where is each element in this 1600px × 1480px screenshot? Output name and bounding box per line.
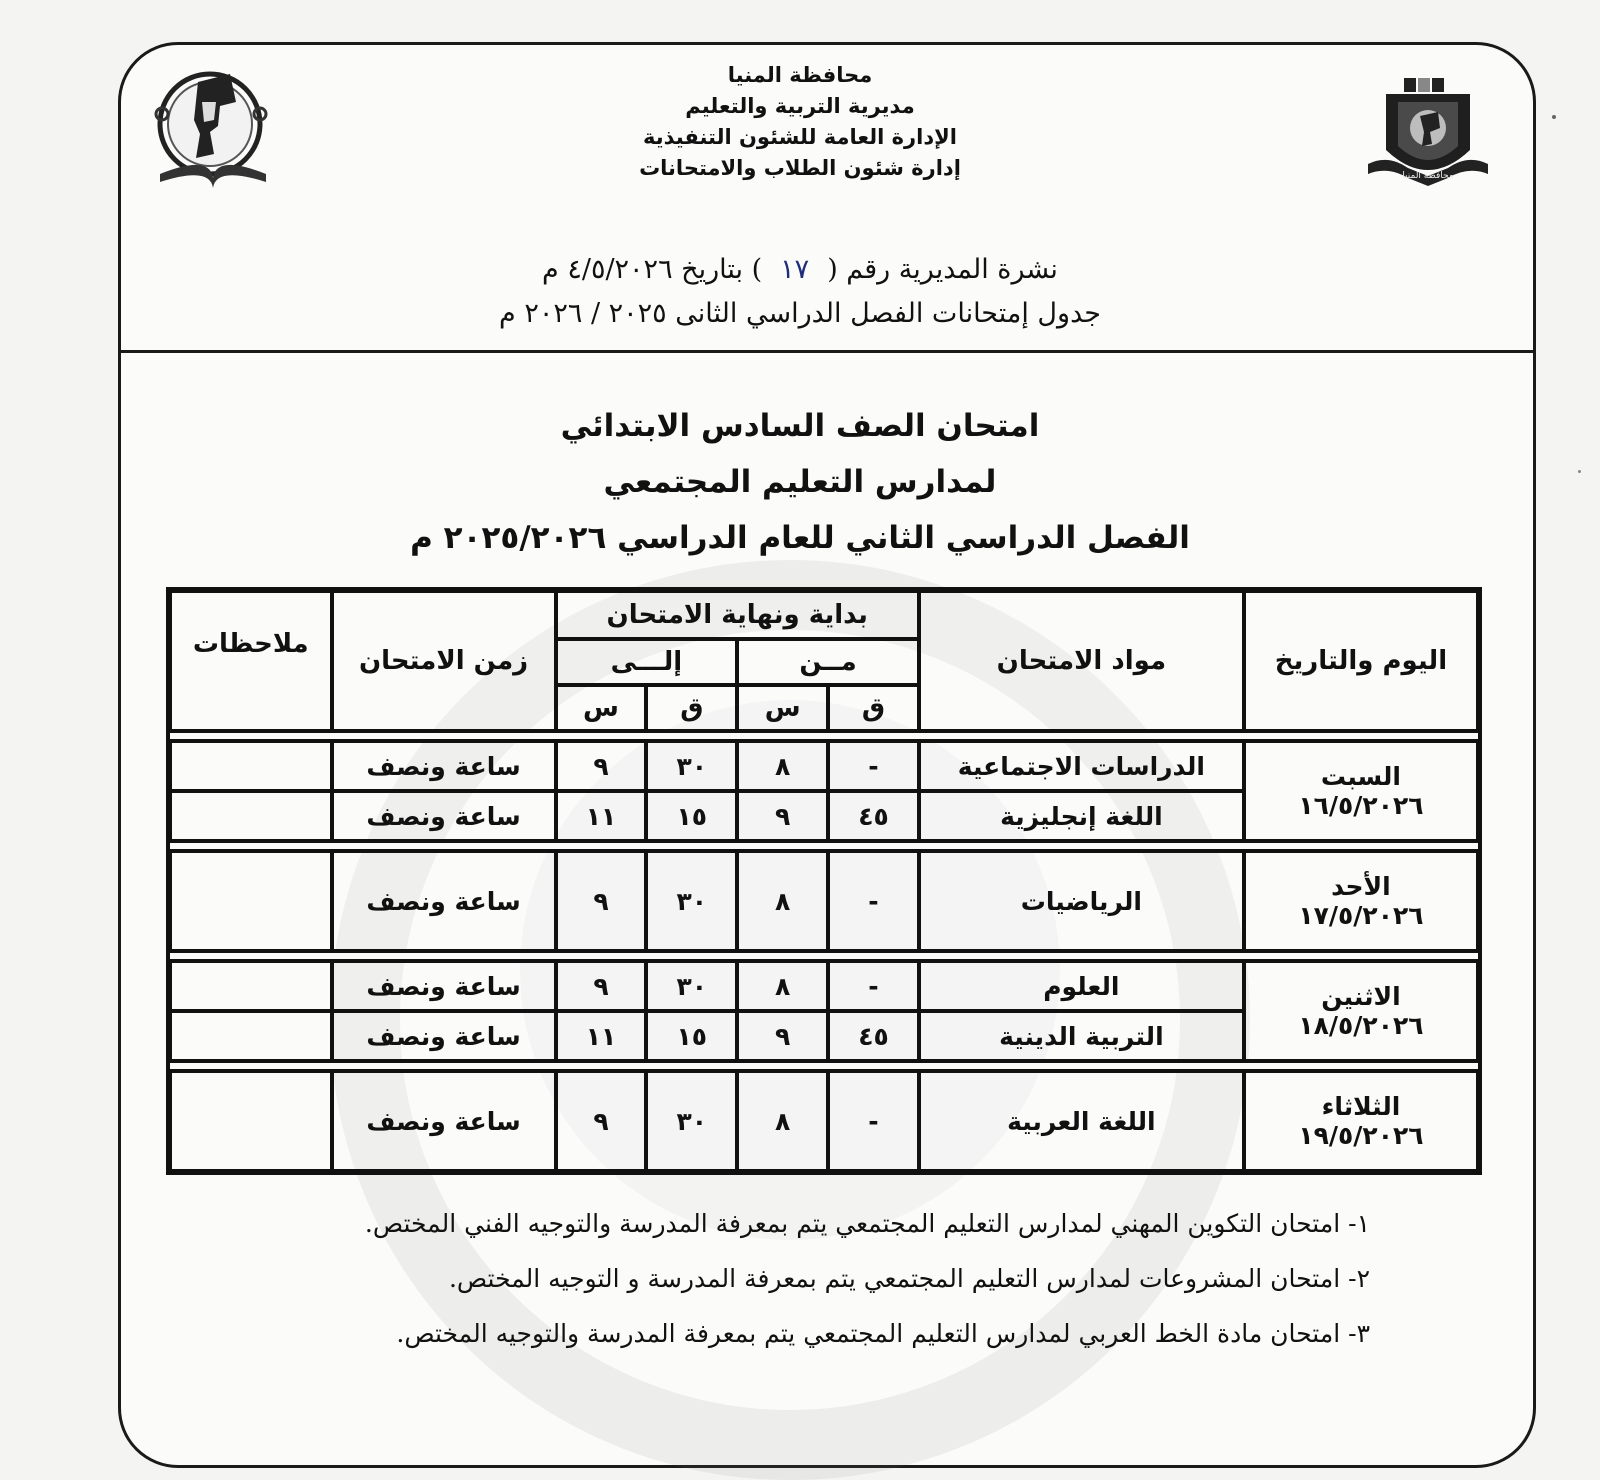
duration-cell: ساعة ونصف [332,851,556,951]
header-from-minutes: ق [828,685,919,731]
to-hours-cell: ٩ [556,851,647,951]
to-hours-cell: ٩ [556,741,647,791]
governorate-name: محافظة المنيا [727,63,873,87]
duration-cell: ساعة ونصف [332,1071,556,1171]
from-minutes-cell: - [828,961,919,1011]
table-row [170,741,1478,791]
exam-title-block [300,398,1300,566]
notes-cell [170,741,332,791]
subject-cell: اللغة إنجليزية [919,791,1244,841]
to-minutes-cell: ٣٠ [646,961,737,1011]
note-item: ٢- امتحان المشروعات لمدارس التعليم المجتمعي يتم بمعرفة المدرسة و التوجيه المختص. [448,1264,1370,1293]
from-hours-cell: ٩ [737,791,828,841]
subject-cell: الرياضيات [919,851,1244,951]
notes-cell [170,791,332,841]
to-minutes-cell: ١٥ [646,791,737,841]
exam-date: ١٧/٥/٢٠٢٦ [1298,901,1424,930]
exam-title-schools: لمدارس التعليم المجتمعي [603,464,997,500]
from-minutes-cell: - [828,851,919,951]
to-hours-cell: ٩ [556,961,647,1011]
header-divider [118,350,1536,353]
from-minutes-cell: - [828,1071,919,1171]
notes-cell [170,1071,332,1171]
day-name: الاثنين [1321,982,1401,1011]
subject-cell: الدراسات الاجتماعية [919,741,1244,791]
day-name: الأحد [1331,872,1391,901]
subject-cell: التربية الدينية [919,1011,1244,1061]
notes-list [200,1196,1370,1361]
exam-date: ١٩/٥/٢٠٢٦ [1298,1121,1424,1150]
day-date-cell [1244,741,1478,841]
table-row [170,961,1478,1011]
department-name: إدارة شئون الطلاب والامتحانات [639,156,961,180]
directorate-name: مديرية التربية والتعليم [685,94,915,118]
to-hours-cell: ١١ [556,1011,647,1061]
scan-speck [1552,115,1556,119]
table-row [170,851,1478,951]
bulletin-block [380,248,1220,336]
table-row [170,1071,1478,1171]
header-from: مــن [737,639,919,685]
exam-date: ١٦/٥/٢٠٢٦ [1298,791,1424,820]
header-subjects: مواد الامتحان [919,591,1244,731]
from-hours-cell: ٨ [737,741,828,791]
header-to-minutes: ق [646,685,737,731]
to-hours-cell: ٩ [556,1071,647,1171]
subject-cell: اللغة العربية [919,1071,1244,1171]
organization-header [500,60,1100,184]
duration-cell: ساعة ونصف [332,791,556,841]
to-minutes-cell: ٣٠ [646,1071,737,1171]
bulletin-prefix: نشرة المديرية رقم ( [827,254,1058,285]
to-minutes-cell: ٣٠ [646,741,737,791]
exam-schedule-table [166,587,1482,1175]
notes-cell [170,851,332,951]
scan-speck [1578,470,1581,473]
from-hours-cell: ٨ [737,851,828,951]
header-notes: ملاحظات [170,591,332,731]
to-minutes-cell: ١٥ [646,1011,737,1061]
header-start-end: بداية ونهاية الامتحان [556,591,919,639]
header-duration: زمن الامتحان [332,591,556,731]
day-date-cell [1244,1071,1478,1171]
duration-cell: ساعة ونصف [332,741,556,791]
day-name: الثلاثاء [1321,1092,1401,1121]
schedule-subtitle: جدول إمتحانات الفصل الدراسي الثانى ٢٠٢٥ / ٢٠٢٦ م [499,298,1101,329]
from-minutes-cell: - [828,741,919,791]
duration-cell: ساعة ونصف [332,961,556,1011]
subject-cell: العلوم [919,961,1244,1011]
day-name: السبت [1320,762,1401,791]
header-to: إلـــى [556,639,738,685]
note-item: ١- امتحان التكوين المهني لمدارس التعليم المجتمعي يتم بمعرفة المدرسة والتوجيه الفني المختص. [364,1209,1370,1238]
exam-title-grade: امتحان الصف السادس الابتدائي [560,408,1040,444]
to-hours-cell: ١١ [556,791,647,841]
exam-title-term: الفصل الدراسي الثاني للعام الدراسي ٢٠٢٥/٢٠٢٦ م [410,520,1190,556]
from-minutes-cell: ٤٥ [828,1011,919,1061]
notes-cell [170,1011,332,1061]
duration-cell: ساعة ونصف [332,1011,556,1061]
from-hours-cell: ٨ [737,961,828,1011]
to-minutes-cell: ٣٠ [646,851,737,951]
day-date-cell [1244,851,1478,951]
note-item: ٣- امتحان مادة الخط العربي لمدارس التعليم المجتمعي يتم بمعرفة المدرسة والتوجيه المختص. [396,1319,1370,1348]
bulletin-middle: ) بتاريخ [681,254,763,285]
governorate-seal-icon [1368,72,1488,192]
day-date-cell [1244,961,1478,1061]
exam-date: ١٨/٥/٢٠٢٦ [1298,1011,1424,1040]
general-administration-name: الإدارة العامة للشئون التنفيذية [643,125,957,149]
bulletin-date: ٤/٥/٢٠٢٦ م [542,254,673,285]
from-hours-cell: ٩ [737,1011,828,1061]
nefertiti-book-logo-icon [150,62,276,194]
bulletin-number-line [380,248,1220,292]
bulletin-number: ١٧ [780,254,810,285]
header-from-hours: س [737,685,828,731]
header-to-hours: س [556,685,647,731]
from-hours-cell: ٨ [737,1071,828,1171]
from-minutes-cell: ٤٥ [828,791,919,841]
seal-caption: محافظة المنيا [1402,171,1454,181]
notes-cell [170,961,332,1011]
header-day-date: اليوم والتاريخ [1244,591,1478,731]
